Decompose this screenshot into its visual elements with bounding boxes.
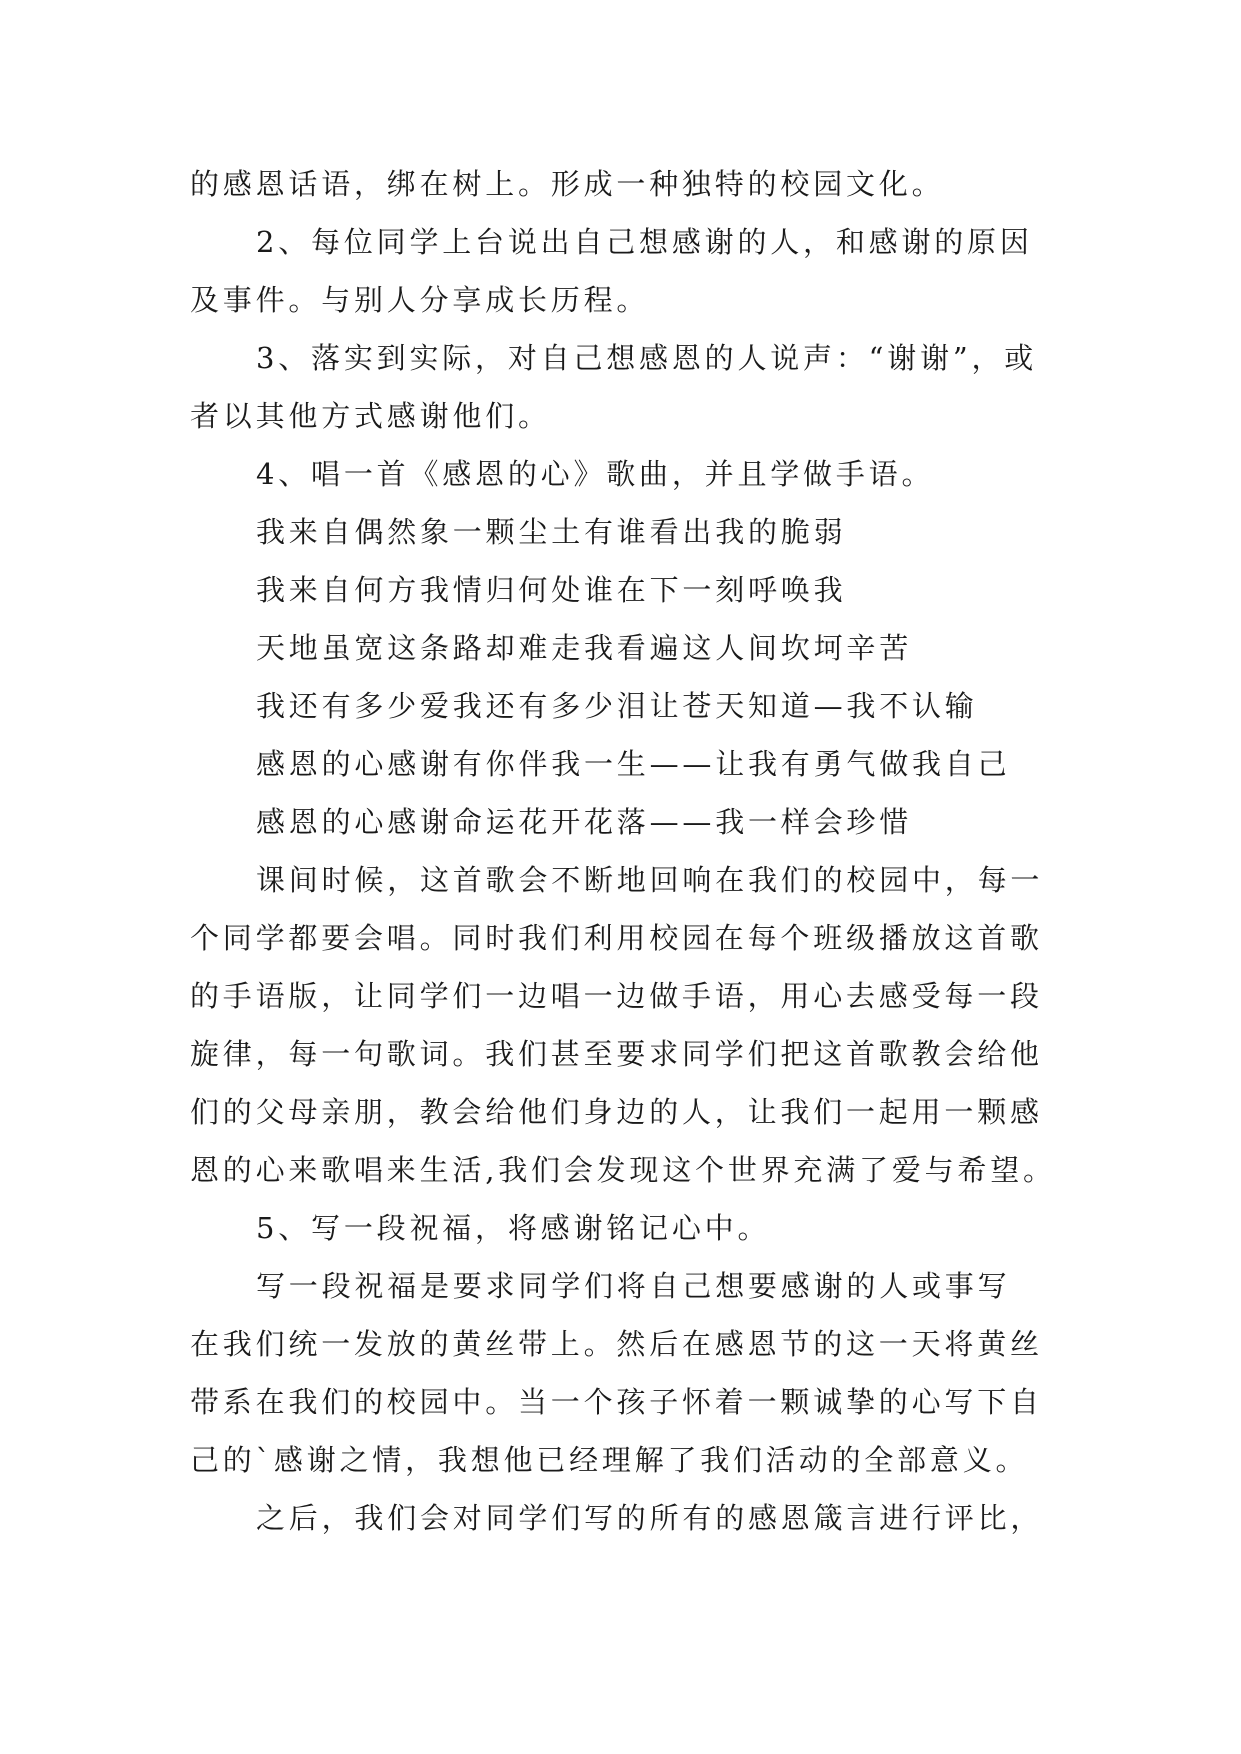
paragraph-line: 们的父母亲朋，教会给他们身边的人，让我们一起用一颗感 [190, 1095, 1043, 1129]
lyric-line: 我来自偶然象一颗尘土有谁看出我的脆弱 [256, 515, 847, 549]
paragraph-line: 及事件。与别人分享成长历程。 [190, 283, 650, 317]
paragraph-line: 课间时候，这首歌会不断地回响在我们的校园中，每一 [256, 863, 1044, 897]
lyric-line: 我来自何方我情归何处谁在下一刻呼唤我 [256, 573, 847, 607]
list-item-3: 3、落实到实际，对自己想感恩的人说声：“谢谢”，或 [256, 341, 1038, 375]
paragraph-line: 旋律，每一句歌词。我们甚至要求同学们把这首歌教会给他 [190, 1037, 1043, 1071]
lyric-line: 感恩的心感谢有你伴我一生——让我有勇气做我自己 [256, 747, 1011, 781]
paragraph-line: 之后，我们会对同学们写的所有的感恩箴言进行评比， [256, 1501, 1044, 1535]
paragraph-line: 的手语版，让同学们一边唱一边做手语，用心去感受每一段 [190, 979, 1043, 1013]
paragraph-line: 者以其他方式感谢他们。 [190, 399, 551, 433]
lyric-line: 我还有多少爱我还有多少泪让苍天知道—我不认输 [256, 689, 978, 723]
paragraph-line: 写一段祝福是要求同学们将自己想要感谢的人或事写 [256, 1269, 1011, 1303]
paragraph-line: 带系在我们的校园中。当一个孩子怀着一颗诚挚的心写下自 [190, 1385, 1043, 1419]
paragraph-line: 己的`感谢之情，我想他已经理解了我们活动的全部意义。 [190, 1443, 1029, 1477]
list-item-5: 5、写一段祝福，将感谢铭记心中。 [256, 1211, 771, 1245]
paragraph-line: 在我们统一发放的黄丝带上。然后在感恩节的这一天将黄丝 [190, 1327, 1043, 1361]
paragraph-line: 的感恩话语，绑在树上。形成一种独特的校园文化。 [190, 167, 945, 201]
list-item-2: 2、每位同学上台说出自己想感谢的人，和感谢的原因 [256, 225, 1033, 259]
paragraph-line: 个同学都要会唱。同时我们利用校园在每个班级播放这首歌 [190, 921, 1043, 955]
lyric-line: 天地虽宽这条路却难走我看遍这人间坎坷辛苦 [256, 631, 913, 665]
paragraph-line: 恩的心来歌唱来生活,我们会发现这个世界充满了爱与希望。 [190, 1153, 1056, 1187]
lyric-line: 感恩的心感谢命运花开花落——我一样会珍惜 [256, 805, 913, 839]
list-item-4: 4、唱一首《感恩的心》歌曲，并且学做手语。 [256, 457, 935, 491]
